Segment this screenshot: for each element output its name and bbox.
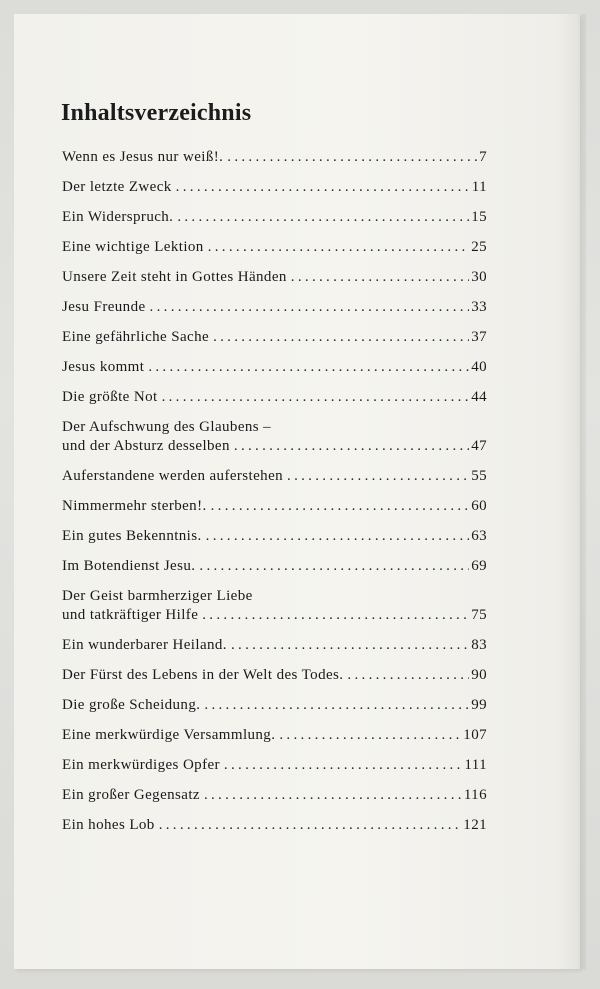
table-of-contents	[62, 148, 487, 846]
toc-entry-line	[62, 696, 487, 715]
toc-page-number: 47	[471, 438, 487, 454]
toc-entry-line	[62, 467, 487, 486]
toc-entry-line	[62, 557, 487, 576]
toc-entry	[62, 587, 487, 625]
toc-entry	[62, 467, 487, 486]
toc-page-number: 60	[471, 498, 487, 514]
dot-leader	[148, 358, 469, 377]
toc-page-number: 40	[471, 359, 487, 375]
dot-leader	[159, 816, 462, 835]
dot-leader	[211, 497, 470, 516]
dot-leader	[202, 606, 469, 625]
toc-entry-title: und der Absturz desselben	[62, 438, 230, 454]
toc-page-number: 25	[471, 239, 487, 255]
toc-entry-title: Im Botendienst Jesu.	[62, 558, 196, 574]
dot-leader	[291, 268, 469, 287]
toc-entry-title: Eine merkwürdige Versammlung.	[62, 727, 276, 743]
dot-leader	[204, 786, 462, 805]
toc-entry	[62, 358, 487, 377]
toc-entry-title: Ein gutes Bekenntnis.	[62, 528, 202, 544]
toc-entry-title: Die große Scheidung.	[62, 697, 201, 713]
toc-entry	[62, 178, 487, 197]
toc-entry-line	[62, 148, 487, 167]
dot-leader	[206, 527, 470, 546]
toc-entry-title: Der letzte Zweck	[62, 179, 172, 195]
toc-entry	[62, 786, 487, 805]
toc-page-number: 33	[471, 299, 487, 315]
toc-entry-line	[62, 497, 487, 516]
dot-leader	[162, 388, 470, 407]
toc-entry-line	[62, 527, 487, 546]
toc-entry-title: Ein merkwürdiges Opfer	[62, 757, 220, 773]
toc-entry-title: Die größte Not	[62, 389, 158, 405]
dot-leader	[224, 756, 462, 775]
toc-page-number: 11	[471, 179, 487, 195]
toc-entry-title: Der Aufschwung des Glaubens –	[62, 419, 272, 435]
toc-entry-line	[62, 666, 487, 685]
dot-leader	[279, 726, 461, 745]
toc-page-number: 111	[464, 757, 487, 773]
page-edge-shadow	[576, 14, 586, 969]
toc-entry-line	[62, 587, 487, 606]
toc-entry	[62, 418, 487, 456]
toc-entry	[62, 527, 487, 546]
toc-entry-line	[62, 606, 487, 625]
toc-entry-title: Auferstandene werden auferstehen	[62, 468, 284, 484]
toc-entry	[62, 268, 487, 287]
toc-entry-line	[62, 756, 487, 775]
toc-entry-title: Jesu Freunde	[62, 299, 146, 315]
toc-entry-line	[62, 816, 487, 835]
toc-entry-line	[62, 437, 487, 456]
toc-entry-title: Ein wunderbarer Heiland.	[62, 637, 227, 653]
toc-entry	[62, 497, 487, 516]
dot-leader	[176, 178, 470, 197]
dot-leader	[150, 298, 470, 317]
toc-page-number: 69	[471, 558, 487, 574]
toc-entry-title: Ein Widerspruch.	[62, 209, 174, 225]
toc-entry	[62, 208, 487, 227]
toc-entry-line	[62, 418, 487, 437]
toc-entry-title: Nimmermehr sterben!.	[62, 498, 207, 514]
toc-entry-title: und tatkräftiger Hilfe	[62, 607, 199, 623]
toc-entry-title: Der Geist barmherziger Liebe	[62, 588, 253, 604]
toc-entry-title: Unsere Zeit steht in Gottes Händen	[62, 269, 287, 285]
toc-entry-title: Ein großer Gegensatz	[62, 787, 200, 803]
toc-entry-line	[62, 178, 487, 197]
toc-page-number: 83	[471, 637, 487, 653]
toc-page-number: 107	[463, 727, 487, 743]
toc-entry	[62, 557, 487, 576]
toc-page-number: 7	[479, 149, 487, 165]
toc-entry-line	[62, 786, 487, 805]
toc-page-number: 63	[471, 528, 487, 544]
toc-entry	[62, 328, 487, 347]
toc-entry-line	[62, 726, 487, 745]
toc-page-number: 99	[471, 697, 487, 713]
toc-entry-line	[62, 238, 487, 257]
toc-entry	[62, 756, 487, 775]
toc-entry-title: Eine wichtige Lektion	[62, 239, 204, 255]
toc-page-number: 121	[463, 817, 487, 833]
toc-page-number: 15	[471, 209, 487, 225]
toc-entry-line	[62, 208, 487, 227]
dot-leader	[208, 238, 469, 257]
dot-leader	[234, 437, 469, 456]
dot-leader	[204, 696, 469, 715]
toc-entry	[62, 636, 487, 655]
toc-entry	[62, 816, 487, 835]
toc-entry	[62, 726, 487, 745]
toc-entry-title: Jesus kommt	[62, 359, 145, 375]
toc-entry-line	[62, 358, 487, 377]
toc-page-number: 116	[463, 787, 487, 803]
dot-leader	[227, 148, 477, 167]
toc-page-number: 37	[471, 329, 487, 345]
toc-entry	[62, 696, 487, 715]
toc-entry-line	[62, 636, 487, 655]
toc-page-number: 44	[471, 389, 487, 405]
toc-entry-title: Wenn es Jesus nur weiß!.	[62, 149, 224, 165]
toc-entry	[62, 388, 487, 407]
toc-page-number: 55	[471, 468, 487, 484]
toc-page-number: 30	[471, 269, 487, 285]
toc-entry-line	[62, 388, 487, 407]
toc-entry-title: Eine gefährliche Sache	[62, 329, 210, 345]
page-heading: Inhaltsverzeichnis	[61, 100, 252, 126]
toc-entry	[62, 298, 487, 317]
toc-entry	[62, 666, 487, 685]
dot-leader	[213, 328, 469, 347]
toc-page-number: 75	[471, 607, 487, 623]
dot-leader	[199, 557, 469, 576]
toc-entry-line	[62, 298, 487, 317]
toc-entry-title: Der Fürst des Lebens in der Welt des Todes.	[62, 667, 344, 683]
dot-leader	[287, 467, 469, 486]
toc-page-number: 90	[471, 667, 487, 683]
toc-entry	[62, 148, 487, 167]
dot-leader	[347, 666, 469, 685]
toc-entry-title: Ein hohes Lob	[62, 817, 155, 833]
toc-entry-line	[62, 328, 487, 347]
dot-leader	[177, 208, 469, 227]
toc-entry-line	[62, 268, 487, 287]
dot-leader	[231, 636, 469, 655]
toc-entry	[62, 238, 487, 257]
